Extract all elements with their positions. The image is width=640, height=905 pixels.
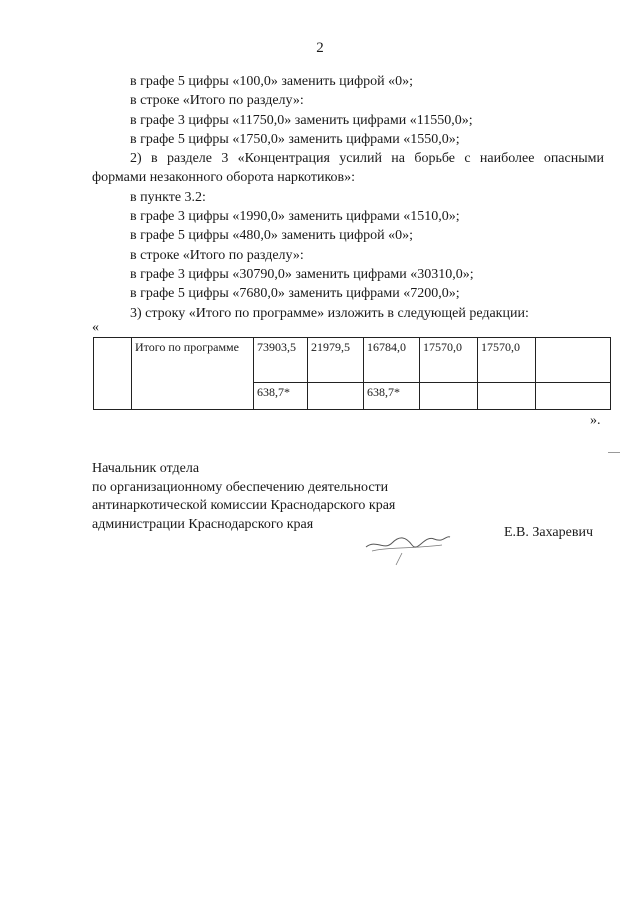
text-line: в строке «Итого по разделу»: <box>130 247 304 263</box>
program-total-table <box>93 337 611 410</box>
margin-mark <box>608 452 620 453</box>
table-cell: Итого по программе <box>132 338 254 410</box>
table-cell <box>308 383 364 410</box>
text-line: в графе 3 цифры «30790,0» заменить цифрами «30310,0»; <box>130 266 474 282</box>
table-row <box>94 338 611 383</box>
signature-title-line: по организационному обеспечению деятельности <box>92 479 389 495</box>
table-cell <box>94 338 132 410</box>
text-line: формами незаконного оборота наркотиков»: <box>92 170 356 186</box>
table-cell: 73903,5 <box>254 338 308 383</box>
signature-block <box>92 460 395 534</box>
table-cell: 17570,0 <box>420 338 478 383</box>
text-line: в графе 5 цифры «1750,0» заменить цифрами «1550,0»; <box>130 131 460 147</box>
table-cell: 17570,0 <box>478 338 536 383</box>
signature-title-line: антинаркотической комиссии Краснодарского края <box>92 498 396 514</box>
table-cell: 16784,0 <box>364 338 420 383</box>
text-line: в графе 3 цифры «1990,0» заменить цифрами «1510,0»; <box>130 209 460 225</box>
text-line: 3) строку «Итого по программе» изложить в следующей редакции: <box>130 305 529 321</box>
text-line: 2) в разделе 3 «Концентрация усилий на борьбе с наиболее опасными <box>130 151 604 167</box>
table-cell <box>536 338 611 383</box>
close-quote: ». <box>590 413 601 428</box>
handwritten-signature <box>362 525 452 567</box>
amendment-text <box>92 72 604 323</box>
table-cell <box>478 383 536 410</box>
text-line: в графе 5 цифры «480,0» заменить цифрой «0»; <box>130 228 414 244</box>
text-line: в графе 5 цифры «100,0» заменить цифрой «0»; <box>130 74 414 89</box>
text-line: в строке «Итого по разделу»: <box>130 93 304 109</box>
table-cell <box>536 383 611 410</box>
table-cell: 638,7* <box>364 383 420 410</box>
page-number: 2 <box>316 40 324 56</box>
signatory-name: Е.В. Захаревич <box>504 525 594 540</box>
table-cell: 21979,5 <box>308 338 364 383</box>
open-quote: « <box>92 320 99 335</box>
text-line: в графе 3 цифры «11750,0» заменить цифрами «11550,0»; <box>130 112 473 128</box>
table-cell: 638,7* <box>254 383 308 410</box>
signature-title-line: администрации Краснодарского края <box>92 516 314 532</box>
text-line: в графе 5 цифры «7680,0» заменить цифрами «7200,0»; <box>130 286 460 302</box>
table-cell <box>420 383 478 410</box>
text-line: в пункте 3.2: <box>130 189 206 205</box>
signature-title-line: Начальник отдела <box>92 461 200 476</box>
